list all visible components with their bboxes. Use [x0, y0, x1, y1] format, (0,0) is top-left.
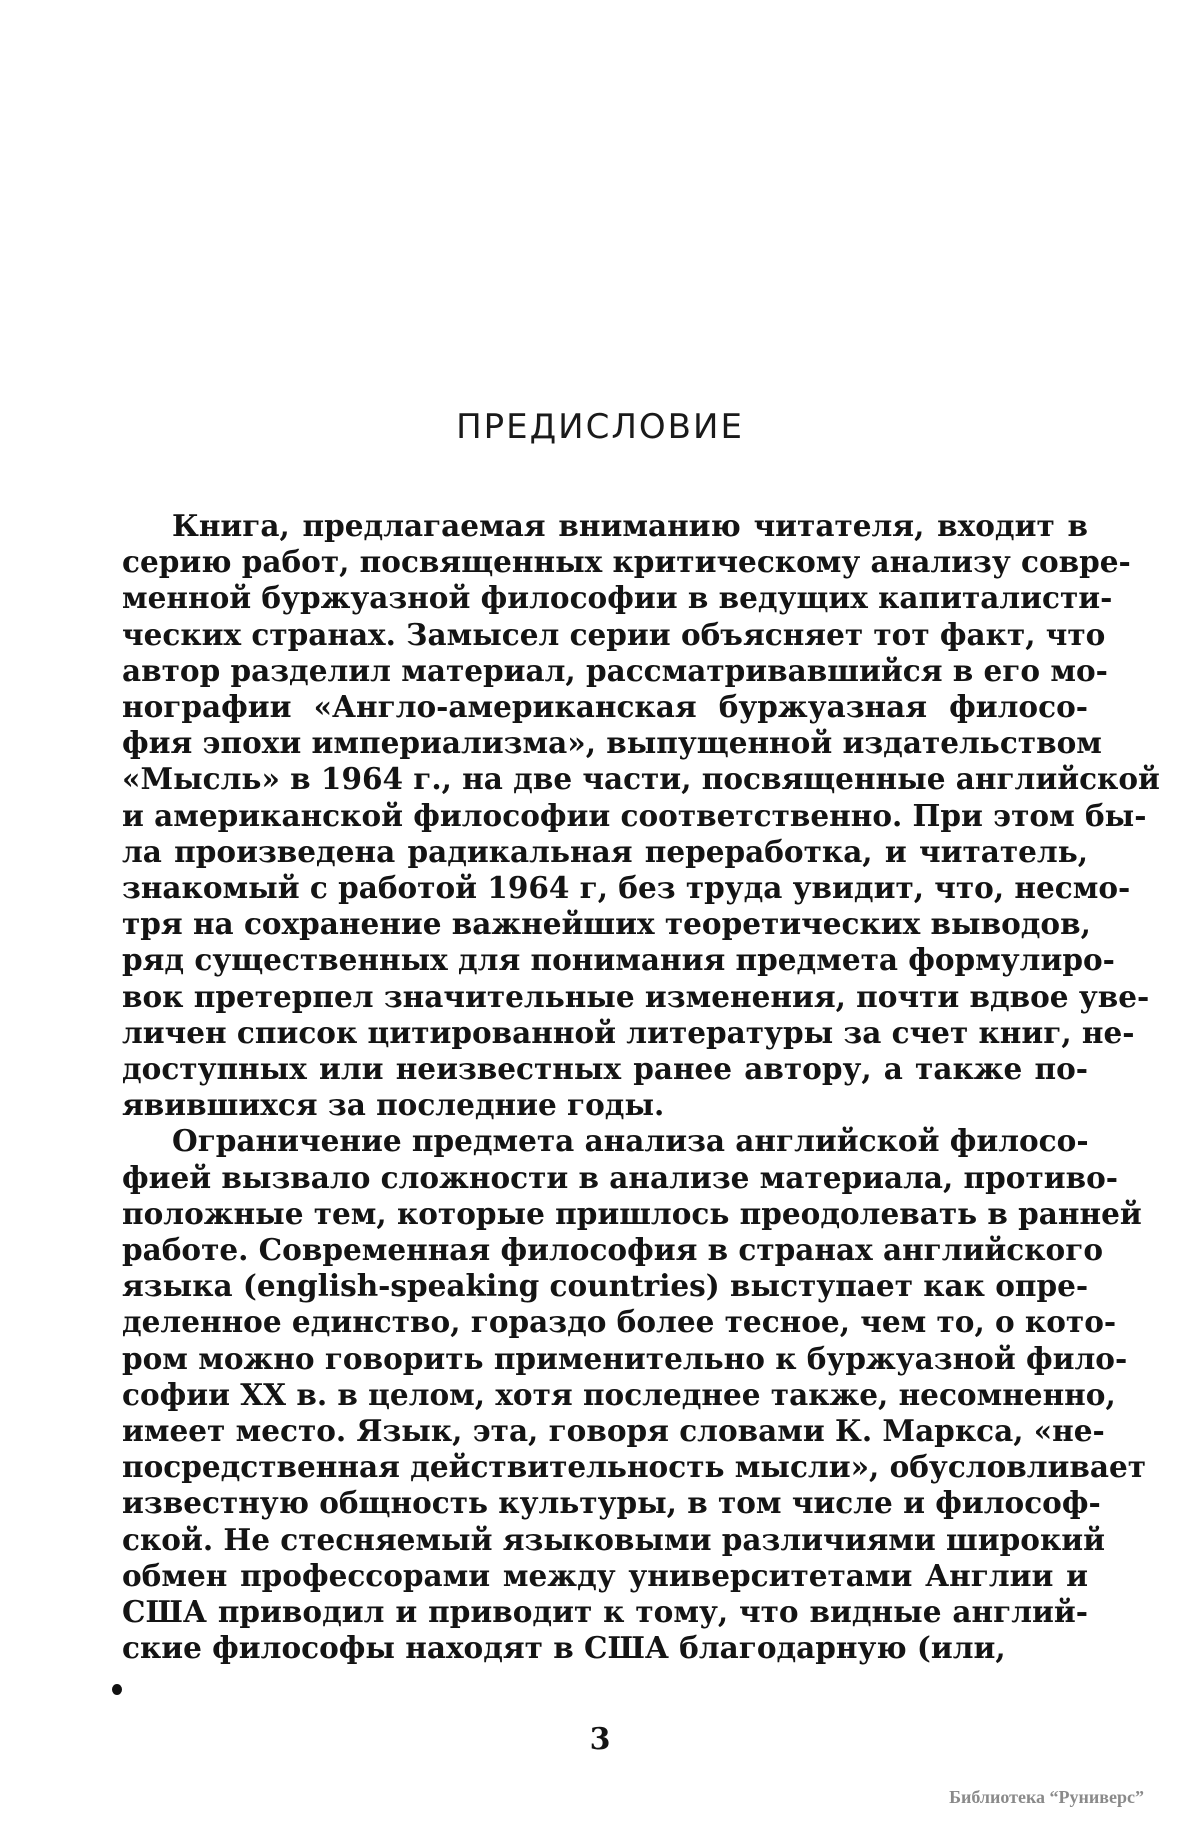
text-line: Ограничение предмета анализа английской филосо-	[172, 1123, 1089, 1159]
text-line: автор разделил материал, рассматривавшийся в его мо-	[122, 652, 1108, 688]
text-line: Книга, предлагаемая вниманию читателя, входит в	[172, 508, 1088, 543]
text-line: имеет место. Язык, эта, говоря словами К. Маркса, «не-	[122, 1413, 1105, 1448]
text-line: софии XX в. в целом, хотя последнее также, несомненно,	[122, 1376, 1116, 1412]
page-number: 3	[589, 1722, 611, 1757]
text-line: доступных или неизвестных ранее автору, а также по-	[122, 1051, 1088, 1086]
text-line: ские философы находят в США благодарную (или,	[122, 1630, 1006, 1666]
text-line: языка (english-speaking countries) выступает как опре-	[122, 1268, 1089, 1304]
text-line: личен список цитированной литературы за счет книг, не-	[122, 1014, 1135, 1050]
text-line: положные тем, которые пришлось преодолевать в ранней	[122, 1195, 1142, 1231]
text-line: посредственная действительность мысли», обусловливает	[122, 1449, 1147, 1485]
text-line: серию работ, посвященных критическому анализу совре-	[122, 544, 1131, 580]
bullet-mark	[112, 1684, 122, 1695]
text-line: и американской философии соответственно. При этом бы-	[122, 797, 1147, 833]
text-line: США приводил и приводит к тому, что видные англий-	[122, 1594, 1088, 1629]
text-line: ряд существенных для понимания предмета формулиро-	[122, 942, 1115, 978]
text-line: ческих странах. Замысел серии объясняет тот факт, что	[122, 616, 1106, 652]
text-line: ла произведена радикальная переработка, и читатель,	[122, 833, 1088, 869]
text-line: знакомый с работой 1964 г, без труда увидит, что, несмо-	[122, 870, 1131, 905]
text-line: ром можно говорить применительно к буржуазной фило-	[122, 1340, 1128, 1376]
text-line: менной буржуазной философии в ведущих капиталисти-	[122, 580, 1113, 616]
page-title: ПРЕДИСЛОВИЕ	[456, 407, 744, 447]
text-line: «Мысль» в 1964 г., на две части, посвященные английской	[122, 761, 1160, 797]
text-line: нографии «Англо-американская буржуазная филосо-	[122, 689, 1088, 724]
text-line: работе. Современная философия в странах английского	[122, 1232, 1103, 1267]
text-line: явившихся за последние годы.	[122, 1087, 665, 1123]
text-line: вок претерпел значительные изменения, почти вдвое уве-	[122, 978, 1150, 1014]
text-line: ской. Не стесняемый языковыми различиями широкий	[122, 1521, 1106, 1557]
text-line: обмен профессорами между университетами Англии и	[122, 1557, 1088, 1593]
library-watermark: Библиотека “Руниверс”	[949, 1787, 1144, 1807]
text-line: фия эпохи империализма», выпущенной издательством	[122, 725, 1102, 761]
text-line: деленное единство, гораздо более тесное, чем то, о кото-	[122, 1304, 1117, 1340]
text-line: фией вызвало сложности в анализе материала, противо-	[122, 1159, 1119, 1195]
text-line: тря на сохранение важнейших теоретических выводов,	[122, 906, 1091, 942]
text-line: известную общность культуры, в том числе и философ-	[122, 1485, 1101, 1521]
